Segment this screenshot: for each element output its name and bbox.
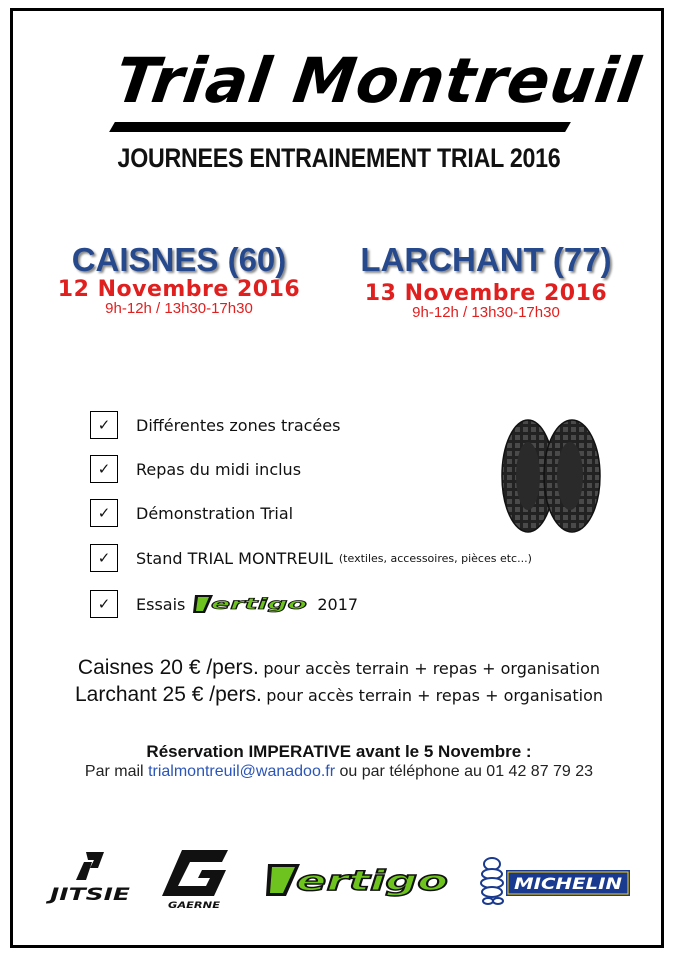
- michelin-logo: [476, 854, 632, 906]
- venue-larchant: [340, 241, 632, 321]
- gaerne-text: GAERNE: [168, 901, 222, 910]
- checklist-item: [90, 454, 301, 484]
- venue-date: 13 Novembre 2016: [364, 281, 608, 306]
- checklist-item: [90, 543, 532, 573]
- vertigo-inline-logo: [191, 592, 311, 616]
- reservation-suffix: ou par téléphone au 01 42 87 79 23: [339, 763, 594, 780]
- checklist-label: Stand TRIAL MONTREUIL: [136, 548, 333, 568]
- checkmark-icon: ✓: [90, 411, 118, 439]
- sponsor-logos: [40, 840, 640, 920]
- checkmark-icon: ✓: [90, 590, 118, 618]
- venue-name: CAISNES (60): [71, 241, 287, 278]
- checkmark-icon: ✓: [90, 455, 118, 483]
- logo-text: Trial Montreuil: [110, 44, 646, 117]
- price-detail: pour accès terrain + repas + organisation: [266, 686, 603, 705]
- reservation-contact: [0, 763, 678, 781]
- michelin-text: MICHELIN: [514, 874, 623, 893]
- checkmark-icon: ✓: [90, 544, 118, 572]
- checklist-item: [90, 410, 340, 440]
- email-link[interactable]: trialmontreuil@wanadoo.fr: [148, 763, 336, 780]
- svg-text:ertigo: ertigo: [211, 595, 308, 613]
- vertigo-logo: [264, 860, 454, 900]
- checklist-note: (textiles, accessoires, pièces etc...): [338, 551, 532, 565]
- checklist-suffix: 2017: [317, 594, 359, 614]
- jitsie-text: JITSIE: [46, 885, 131, 905]
- venue-name: LARCHANT (77): [360, 241, 612, 278]
- jitsie-logo: [46, 850, 136, 906]
- checklist-item: [90, 498, 293, 528]
- price-row: [0, 683, 678, 710]
- price-main: Caisnes 20 € /pers.: [77, 656, 259, 679]
- page-title: JOURNEES ENTRAINEMENT TRIAL 2016: [117, 143, 561, 173]
- reservation-info: [0, 742, 678, 781]
- bibendum-icon: [481, 858, 503, 904]
- tires-image: [498, 418, 604, 534]
- checklist-label: Démonstration Trial: [136, 503, 294, 523]
- reservation-title: Réservation IMPERATIVE avant le 5 Novembre :: [146, 742, 532, 761]
- venue-hours: 9h-12h / 13h30-17h30: [412, 304, 560, 321]
- pricing: [0, 656, 678, 710]
- reservation-prefix: Par mail: [84, 763, 144, 780]
- checklist-label: Différentes zones tracées: [136, 415, 341, 435]
- checklist-label: Repas du midi inclus: [136, 459, 302, 479]
- checklist-label: Essais: [136, 594, 186, 614]
- venue-hours: 9h-12h / 13h30-17h30: [105, 300, 253, 317]
- logo-underline: [109, 122, 571, 132]
- price-main: Larchant 25 € /pers.: [75, 683, 262, 706]
- gaerne-logo: [156, 846, 236, 910]
- price-detail: pour accès terrain + repas + organisation: [263, 659, 601, 678]
- checklist-item: [90, 589, 358, 619]
- venue-caisnes: [48, 241, 310, 317]
- price-row: [0, 656, 678, 683]
- svg-text:ertigo: ertigo: [296, 864, 448, 897]
- venue-date: 12 Novembre 2016: [57, 277, 301, 302]
- trial-montreuil-logo: [110, 44, 646, 134]
- checkmark-icon: ✓: [90, 499, 118, 527]
